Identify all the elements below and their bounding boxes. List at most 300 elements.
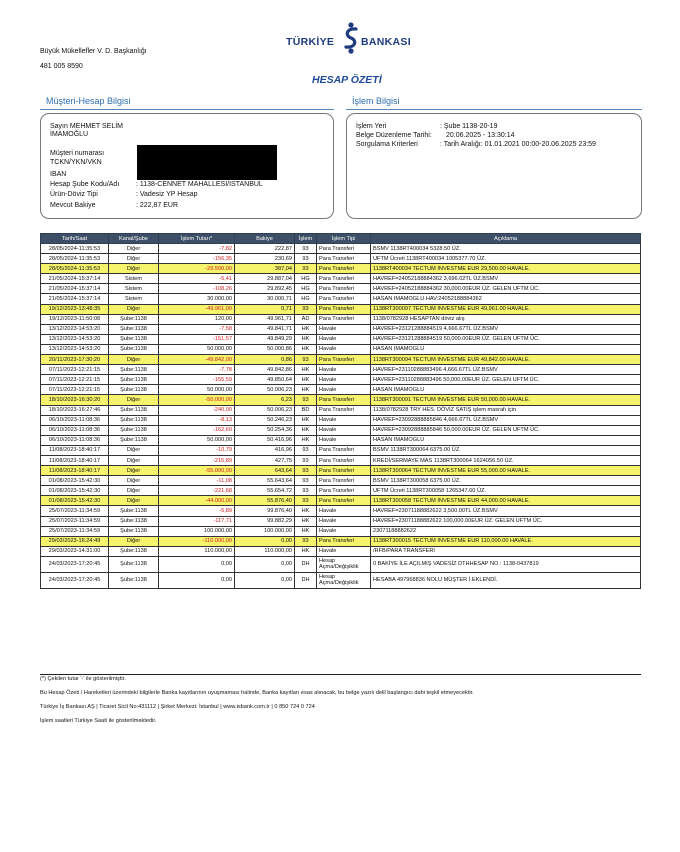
table-row bbox=[41, 334, 641, 344]
cell-amount: 50.000,00 bbox=[159, 344, 235, 354]
cell-channel: Şube:1138 bbox=[109, 314, 159, 324]
cell-balance: 643,64 bbox=[235, 466, 295, 476]
label-customer-no: Müşteri numarası bbox=[50, 150, 105, 157]
cell-date: 01/08/2023-15:42:30 bbox=[41, 476, 109, 486]
cell-channel: Diğer bbox=[109, 496, 159, 506]
cell-channel: Şube:1138 bbox=[109, 405, 159, 415]
bank-name-left: TÜRKİYE bbox=[286, 36, 335, 48]
tax-office-name: Büyük Mükellefler V. D. Başkanlığı bbox=[40, 48, 147, 55]
cell-type: Hesap Açma/Değişiklik bbox=[317, 556, 371, 572]
cell-code: HK bbox=[295, 375, 317, 385]
cell-amount: -49.842,00 bbox=[159, 355, 235, 365]
cell-balance: 0,00 bbox=[235, 536, 295, 546]
cell-type: Havale bbox=[317, 385, 371, 395]
col-header-amount: İşlem Tutarı* bbox=[159, 234, 235, 244]
customer-name-line1: Sayın MEHMET SELİM bbox=[50, 123, 124, 130]
cell-type: Para Transferi bbox=[317, 304, 371, 314]
cell-type: Para Transferi bbox=[317, 254, 371, 264]
cell-date: 25/07/2023-11:34:59 bbox=[41, 526, 109, 536]
cell-type: Para Transferi bbox=[317, 294, 371, 304]
cell-date: 28/05/2024-11:35:53 bbox=[41, 244, 109, 254]
cell-date: 11/08/2023-18:40:17 bbox=[41, 455, 109, 465]
cell-balance: 222,87 bbox=[235, 244, 295, 254]
cell-amount: -117,71 bbox=[159, 516, 235, 526]
cell-type: Para Transferi bbox=[317, 314, 371, 324]
cell-date: 21/05/2024-15:37:14 bbox=[41, 284, 109, 294]
footer-note-company: Türkiye İş Bankası AŞ | Ticaret Sicil No:431112 | Şirket Merkezi: İstanbul | www.isbank.com.tr | 0 850 724 0 724 bbox=[40, 704, 315, 710]
footer-note-disclaimer: Bu Hesap Özeti / Hareketleri üzerindeki bilgilerle Banka kayıtlarının uyuşmaması halinde, Banka kayıtları esas alınacak, bu belge yazılı delil başlangıcı dahi teşkil etmeyecektir. bbox=[40, 690, 474, 696]
cell-amount: 50.000,00 bbox=[159, 385, 235, 395]
footer-divider bbox=[40, 674, 641, 675]
cell-code: HK bbox=[295, 425, 317, 435]
cell-code: HK bbox=[295, 435, 317, 445]
cell-channel: Şube:1138 bbox=[109, 365, 159, 375]
table-row bbox=[41, 264, 641, 274]
cell-code: 93 bbox=[295, 395, 317, 405]
col-header-balance: Bakiye bbox=[235, 234, 295, 244]
cell-description: UFTM Ücreti 1138RT400034 1005377.70 ÜZ. bbox=[371, 254, 641, 264]
cell-code: HK bbox=[295, 324, 317, 334]
transaction-info-section-title: İşlem Bilgisi bbox=[352, 96, 400, 106]
cell-code: HK bbox=[295, 546, 317, 556]
cell-date: 25/07/2023-11:34:59 bbox=[41, 516, 109, 526]
cell-date: 24/03/2023-17:20:45 bbox=[41, 556, 109, 572]
cell-channel: Diğer bbox=[109, 536, 159, 546]
cell-date: 29/03/2023-14:31:00 bbox=[41, 546, 109, 556]
cell-description: HASAN IMAMOGLU HAV:24052188884362 bbox=[371, 294, 641, 304]
table-row bbox=[41, 395, 641, 405]
cell-description: HASAN IMAMOGLU bbox=[371, 435, 641, 445]
cell-date: 13/12/2023-14:53:20 bbox=[41, 344, 109, 354]
cell-amount: 30.000,00 bbox=[159, 294, 235, 304]
cell-code: DH bbox=[295, 556, 317, 572]
redacted-block bbox=[137, 145, 277, 180]
footer-note-sign: (*) Çekilen tutar '-' ile gösterilmiştir. bbox=[40, 676, 126, 682]
cell-channel: Şube:1138 bbox=[109, 375, 159, 385]
cell-code: 93 bbox=[295, 355, 317, 365]
cell-description: HASAN IMAMOGLU bbox=[371, 385, 641, 395]
cell-description: BSMV 1138RT400034 5328.50 ÜZ. bbox=[371, 244, 641, 254]
cell-date: 25/07/2023-11:34:59 bbox=[41, 506, 109, 516]
cell-channel: Şube:1138 bbox=[109, 506, 159, 516]
product-value: : Vadesiz YP Hesap bbox=[136, 191, 198, 198]
cell-balance: 427,75 bbox=[235, 455, 295, 465]
cell-type: Havale bbox=[317, 344, 371, 354]
cell-balance: 50.006,23 bbox=[235, 385, 295, 395]
cell-type: Havale bbox=[317, 334, 371, 344]
cell-code: 93 bbox=[295, 304, 317, 314]
cell-type: Para Transferi bbox=[317, 466, 371, 476]
cell-date: 21/05/2024-15:37:14 bbox=[41, 274, 109, 284]
cell-code: AD bbox=[295, 314, 317, 324]
cell-amount: 0,00 bbox=[159, 572, 235, 588]
bank-emblem-icon bbox=[342, 22, 360, 54]
cell-balance: 50.254,36 bbox=[235, 425, 295, 435]
table-row bbox=[41, 304, 641, 314]
cell-description: HAVREF=23110288883496 4,666.67TL ÜZ.BSMV bbox=[371, 365, 641, 375]
cell-balance: 230,69 bbox=[235, 254, 295, 264]
cell-channel: Şube:1138 bbox=[109, 546, 159, 556]
cell-balance: 30.000,71 bbox=[235, 294, 295, 304]
table-row bbox=[41, 344, 641, 354]
cell-balance: 55.876,40 bbox=[235, 496, 295, 506]
cell-code: HG bbox=[295, 274, 317, 284]
table-row bbox=[41, 244, 641, 254]
table-row bbox=[41, 486, 641, 496]
cell-amount: -240,00 bbox=[159, 405, 235, 415]
cell-balance: 50.416,96 bbox=[235, 435, 295, 445]
label-doc-date: Belge Düzenleme Tarihi: bbox=[356, 132, 432, 139]
cell-code: HK bbox=[295, 365, 317, 375]
cell-description: 1138/0782928 TRY HES. DÖVİZ SATIŞ işlem masrafı için bbox=[371, 405, 641, 415]
label-criteria: Sorgulama Kriterleri bbox=[356, 141, 418, 148]
cell-balance: 49.850,64 bbox=[235, 375, 295, 385]
cell-amount: -221,68 bbox=[159, 486, 235, 496]
table-row bbox=[41, 476, 641, 486]
cell-date: 18/10/2023-16:30:20 bbox=[41, 395, 109, 405]
cell-date: 24/03/2023-17:20:45 bbox=[41, 572, 109, 588]
cell-code: 93 bbox=[295, 264, 317, 274]
cell-type: Havale bbox=[317, 435, 371, 445]
label-branch: Hesap Şube Kodu/Adı bbox=[50, 181, 120, 188]
cell-description: KREDİ/SERMAYE MAS 1138RT300064 1624056.50 ÜZ. bbox=[371, 455, 641, 465]
cell-type: Para Transferi bbox=[317, 536, 371, 546]
customer-section-title: Müşteri-Hesap Bilgisi bbox=[46, 96, 131, 106]
cell-date: 19/12/2023-13:48:35 bbox=[41, 304, 109, 314]
cell-description: HAVREF=24052188884362 3,696.02TL ÜZ.BSMV bbox=[371, 274, 641, 284]
cell-description: 1138RT300064 TECTUM INVESTME EUR 55,000.00 HAVALE. bbox=[371, 466, 641, 476]
document-title: HESAP ÖZETİ bbox=[312, 74, 382, 86]
cell-type: Para Transferi bbox=[317, 476, 371, 486]
cell-description: HAVREF=24052188884362 30,000.00EUR ÜZ. GELEN UFTM ÜC. bbox=[371, 284, 641, 294]
balance-value: : 222,87 EUR bbox=[136, 202, 179, 209]
col-header-code: İşlem bbox=[295, 234, 317, 244]
cell-amount: -11,08 bbox=[159, 476, 235, 486]
cell-type: Para Transferi bbox=[317, 496, 371, 506]
table-row bbox=[41, 536, 641, 546]
cell-amount: -151,57 bbox=[159, 334, 235, 344]
cell-balance: 55.643,64 bbox=[235, 476, 295, 486]
cell-channel: Şube:1138 bbox=[109, 334, 159, 344]
customer-section-line bbox=[40, 109, 334, 110]
table-row bbox=[41, 435, 641, 445]
cell-amount: -55.000,00 bbox=[159, 466, 235, 476]
table-row bbox=[41, 526, 641, 536]
cell-date: 07/11/2023-12:21:15 bbox=[41, 375, 109, 385]
cell-channel: Diğer bbox=[109, 455, 159, 465]
cell-amount: -5,41 bbox=[159, 274, 235, 284]
cell-code: 93 bbox=[295, 244, 317, 254]
cell-amount: -7,78 bbox=[159, 365, 235, 375]
bank-name-right: BANKASI bbox=[361, 36, 411, 48]
cell-channel: Sistem bbox=[109, 294, 159, 304]
cell-description: HAVREF=23071188882622 3,500.00TL ÜZ.BSMV bbox=[371, 506, 641, 516]
cell-date: 06/10/2023-11:08:36 bbox=[41, 415, 109, 425]
col-header-channel: Kanal/Şube bbox=[109, 234, 159, 244]
cell-balance: 50.006,23 bbox=[235, 405, 295, 415]
cell-balance: 110.000,00 bbox=[235, 546, 295, 556]
cell-code: 93 bbox=[295, 536, 317, 546]
cell-amount: 100.000,00 bbox=[159, 526, 235, 536]
cell-type: Para Transferi bbox=[317, 395, 371, 405]
cell-description: HAVREF=23071188882622 100,000.00EUR ÜZ. GELEN UFTM ÜC. bbox=[371, 516, 641, 526]
cell-balance: 0,86 bbox=[235, 355, 295, 365]
cell-balance: 100.000,00 bbox=[235, 526, 295, 536]
cell-description: UFTM Ücreti 1138RT300058 1265347.60 ÜZ. bbox=[371, 486, 641, 496]
cell-date: 07/11/2023-12:21:15 bbox=[41, 365, 109, 375]
cell-type: Para Transferi bbox=[317, 445, 371, 455]
cell-amount: -156,35 bbox=[159, 254, 235, 264]
table-row bbox=[41, 254, 641, 264]
place-value: : Şube 1138-20-19 bbox=[440, 123, 498, 130]
cell-balance: 49.961,71 bbox=[235, 314, 295, 324]
cell-channel: Diğer bbox=[109, 486, 159, 496]
cell-balance: 49.841,71 bbox=[235, 324, 295, 334]
table-row bbox=[41, 324, 641, 334]
table-header-row bbox=[41, 234, 641, 244]
cell-description: HAVREF=23092888885846 50,000.00EUR ÜZ. GELEN UFTM ÜC. bbox=[371, 425, 641, 435]
cell-code: HK bbox=[295, 385, 317, 395]
label-iban: IBAN bbox=[50, 171, 67, 178]
cell-channel: Şube:1138 bbox=[109, 415, 159, 425]
cell-channel: Şube:1138 bbox=[109, 425, 159, 435]
cell-description: HAVREF=23121288884519 50,000.00EUR ÜZ. GELEN UFTM ÜC. bbox=[371, 334, 641, 344]
cell-code: 93 bbox=[295, 445, 317, 455]
table-row bbox=[41, 294, 641, 304]
cell-date: 01/08/2023-15:42:30 bbox=[41, 486, 109, 496]
cell-code: 93 bbox=[295, 455, 317, 465]
branch-value: : 1138-CENNET MAHALLESİ/İSTANBUL bbox=[136, 181, 263, 188]
table-row bbox=[41, 516, 641, 526]
cell-code: 93 bbox=[295, 466, 317, 476]
cell-code: HG bbox=[295, 284, 317, 294]
cell-balance: 99.876,40 bbox=[235, 506, 295, 516]
label-place: İşlem Yeri bbox=[356, 123, 387, 130]
table-row bbox=[41, 284, 641, 294]
cell-channel: Diğer bbox=[109, 244, 159, 254]
cell-type: Havale bbox=[317, 425, 371, 435]
cell-balance: 387,04 bbox=[235, 264, 295, 274]
transactions-table bbox=[40, 233, 641, 589]
table-row bbox=[41, 274, 641, 284]
transaction-info-box bbox=[346, 113, 642, 219]
label-product: Ürün-Döviz Tipi bbox=[50, 191, 98, 198]
cell-channel: Sistem bbox=[109, 284, 159, 294]
cell-type: Hesap Açma/Değişiklik bbox=[317, 572, 371, 588]
cell-description: HAVREF=23110288883496 50,000.00EUR ÜZ. GELEN UFTM ÜC. bbox=[371, 375, 641, 385]
footer-note-timezone: İşlem saatleri Türkiye Saati ile gösterilmektedir. bbox=[40, 718, 157, 724]
cell-type: Para Transferi bbox=[317, 274, 371, 284]
cell-type: Para Transferi bbox=[317, 284, 371, 294]
cell-description: 1138RT300015 TECTUM INVESTME EUR 110,000.00 HAVALE. bbox=[371, 536, 641, 546]
cell-description: HASAN IMAMOGLU bbox=[371, 344, 641, 354]
cell-amount: -162,60 bbox=[159, 425, 235, 435]
label-tckn: TCKN/YKN/VKN bbox=[50, 159, 102, 166]
table-row bbox=[41, 556, 641, 572]
cell-balance: 49.849,29 bbox=[235, 334, 295, 344]
cell-type: Para Transferi bbox=[317, 264, 371, 274]
cell-amount: -7,82 bbox=[159, 244, 235, 254]
cell-type: Havale bbox=[317, 546, 371, 556]
cell-code: HK bbox=[295, 344, 317, 354]
cell-balance: 50.000,86 bbox=[235, 344, 295, 354]
table-row bbox=[41, 314, 641, 324]
cell-channel: Şube:1138 bbox=[109, 516, 159, 526]
cell-amount: -8,13 bbox=[159, 415, 235, 425]
table-row bbox=[41, 385, 641, 395]
cell-channel: Şube:1138 bbox=[109, 344, 159, 354]
cell-channel: Diğer bbox=[109, 254, 159, 264]
table-row bbox=[41, 405, 641, 415]
table-row bbox=[41, 415, 641, 425]
cell-balance: 0,00 bbox=[235, 572, 295, 588]
cell-type: Para Transferi bbox=[317, 455, 371, 465]
table-body bbox=[41, 244, 641, 589]
cell-date: 18/10/2023-16:27:46 bbox=[41, 405, 109, 415]
cell-channel: Diğer bbox=[109, 445, 159, 455]
cell-date: 06/10/2023-11:08:36 bbox=[41, 435, 109, 445]
cell-amount: -29.500,00 bbox=[159, 264, 235, 274]
cell-date: 13/12/2023-14:53:20 bbox=[41, 324, 109, 334]
cell-channel: Diğer bbox=[109, 355, 159, 365]
cell-description: /RFB/PARA TRANSFERI bbox=[371, 546, 641, 556]
cell-amount: -44.000,00 bbox=[159, 496, 235, 506]
cell-amount: -7,58 bbox=[159, 324, 235, 334]
cell-amount: -5,89 bbox=[159, 506, 235, 516]
cell-code: HG bbox=[295, 294, 317, 304]
cell-balance: 416,96 bbox=[235, 445, 295, 455]
cell-channel: Şube:1138 bbox=[109, 385, 159, 395]
cell-date: 06/10/2023-11:08:36 bbox=[41, 425, 109, 435]
cell-channel: Diğer bbox=[109, 466, 159, 476]
table-row bbox=[41, 572, 641, 588]
cell-description: HAVREF=23092888885846 4,666.67TL ÜZ.BSMV bbox=[371, 415, 641, 425]
col-header-type: İşlem Tipi bbox=[317, 234, 371, 244]
cell-date: 29/03/2023-16:24:49 bbox=[41, 536, 109, 546]
cell-type: Para Transferi bbox=[317, 244, 371, 254]
cell-balance: 6,23 bbox=[235, 395, 295, 405]
cell-channel: Şube:1138 bbox=[109, 572, 159, 588]
cell-description: 1138RT300094 TECTUM INVESTME EUR 49,842.00 HAVALE. bbox=[371, 355, 641, 365]
cell-balance: 99.882,29 bbox=[235, 516, 295, 526]
cell-code: 93 bbox=[295, 476, 317, 486]
cell-amount: 120,00 bbox=[159, 314, 235, 324]
cell-channel: Diğer bbox=[109, 304, 159, 314]
cell-type: Para Transferi bbox=[317, 355, 371, 365]
cell-description: HAVREF=23121288884519 4,666.67TL ÜZ.BSMV bbox=[371, 324, 641, 334]
cell-description: 0 BAKİYE İLE AÇILMIŞ VADESİZ DTHHESAP NO : 1138-0437819 bbox=[371, 556, 641, 572]
cell-type: Havale bbox=[317, 526, 371, 536]
cell-description: BSMV 1138RT300058 6375.00 ÜZ. bbox=[371, 476, 641, 486]
cell-balance: 29.887,04 bbox=[235, 274, 295, 284]
cell-channel: Diğer bbox=[109, 395, 159, 405]
cell-code: 93 bbox=[295, 486, 317, 496]
table-row bbox=[41, 546, 641, 556]
cell-description: 1138RT300091 TECTUM INVESTME EUR 50,000.00 HAVALE. bbox=[371, 395, 641, 405]
cell-balance: 0,00 bbox=[235, 556, 295, 572]
cell-date: 11/08/2023-18:40:17 bbox=[41, 466, 109, 476]
customer-info-box bbox=[40, 113, 334, 219]
cell-code: HK bbox=[295, 506, 317, 516]
table-row bbox=[41, 445, 641, 455]
cell-date: 13/12/2023-14:53:20 bbox=[41, 334, 109, 344]
cell-balance: 50.246,23 bbox=[235, 415, 295, 425]
cell-description: 1138RT300097 TECTUM INVESTME EUR 49,961.00 HAVALE. bbox=[371, 304, 641, 314]
cell-date: 28/05/2024-11:35:53 bbox=[41, 264, 109, 274]
cell-type: Havale bbox=[317, 415, 371, 425]
cell-date: 20/11/2023-17:30:20 bbox=[41, 355, 109, 365]
cell-type: Havale bbox=[317, 516, 371, 526]
cell-code: 93 bbox=[295, 496, 317, 506]
cell-amount: -49.961,00 bbox=[159, 304, 235, 314]
bank-logo bbox=[286, 22, 414, 54]
cell-description: 1138RT300058 TECTUM INVESTME EUR 44,000.00 HAVALE. bbox=[371, 496, 641, 506]
cell-code: HK bbox=[295, 415, 317, 425]
cell-channel: Diğer bbox=[109, 476, 159, 486]
cell-balance: 49.842,86 bbox=[235, 365, 295, 375]
tax-number: 481 005 8590 bbox=[40, 63, 83, 70]
transaction-info-section-line bbox=[346, 109, 642, 110]
table-row bbox=[41, 365, 641, 375]
cell-channel: Şube:1138 bbox=[109, 435, 159, 445]
table-row bbox=[41, 375, 641, 385]
cell-code: DH bbox=[295, 572, 317, 588]
cell-date: 01/08/2023-15:42:30 bbox=[41, 496, 109, 506]
cell-amount: -215,89 bbox=[159, 455, 235, 465]
cell-balance: 29.892,45 bbox=[235, 284, 295, 294]
cell-date: 19/12/2023-11:50:08 bbox=[41, 314, 109, 324]
cell-channel: Sistem bbox=[109, 274, 159, 284]
cell-date: 28/05/2024-11:35:53 bbox=[41, 254, 109, 264]
cell-type: Para Transferi bbox=[317, 405, 371, 415]
cell-type: Havale bbox=[317, 506, 371, 516]
cell-amount: -50.000,00 bbox=[159, 395, 235, 405]
cell-code: 93 bbox=[295, 254, 317, 264]
cell-channel: Şube:1138 bbox=[109, 324, 159, 334]
cell-balance: 0,71 bbox=[235, 304, 295, 314]
cell-date: 07/11/2023-12:21:15 bbox=[41, 385, 109, 395]
table-row bbox=[41, 425, 641, 435]
criteria-value: : Tarih Aralığı: 01.01.2021 00:00-20.06.2025 23:59 bbox=[440, 141, 596, 148]
cell-type: Havale bbox=[317, 365, 371, 375]
cell-type: Para Transferi bbox=[317, 486, 371, 496]
table-row bbox=[41, 355, 641, 365]
col-header-date: Tarih/Saat bbox=[41, 234, 109, 244]
cell-amount: -10,79 bbox=[159, 445, 235, 455]
col-header-description: Açıklama bbox=[371, 234, 641, 244]
doc-date-value: 20.06.2025 - 13:30:14 bbox=[446, 132, 515, 139]
cell-description: 1138/0782928 HESAPTAN döviz alış bbox=[371, 314, 641, 324]
cell-code: HK bbox=[295, 334, 317, 344]
cell-amount: -108,26 bbox=[159, 284, 235, 294]
cell-channel: Diğer bbox=[109, 264, 159, 274]
cell-balance: 55.654,72 bbox=[235, 486, 295, 496]
cell-date: 11/08/2023-18:40:17 bbox=[41, 445, 109, 455]
cell-code: BD bbox=[295, 405, 317, 415]
cell-description: 1138RT400034 TECTUM INVESTME EUR 29,500.00 HAVALE. bbox=[371, 264, 641, 274]
table-row bbox=[41, 466, 641, 476]
cell-description: 23071188882622 bbox=[371, 526, 641, 536]
cell-amount: 110.000,00 bbox=[159, 546, 235, 556]
cell-type: Havale bbox=[317, 375, 371, 385]
cell-channel: Şube:1138 bbox=[109, 526, 159, 536]
cell-amount: 0,00 bbox=[159, 556, 235, 572]
table-row bbox=[41, 455, 641, 465]
cell-code: HK bbox=[295, 516, 317, 526]
cell-date: 21/05/2024-15:37:14 bbox=[41, 294, 109, 304]
table-row bbox=[41, 496, 641, 506]
cell-code: HK bbox=[295, 526, 317, 536]
